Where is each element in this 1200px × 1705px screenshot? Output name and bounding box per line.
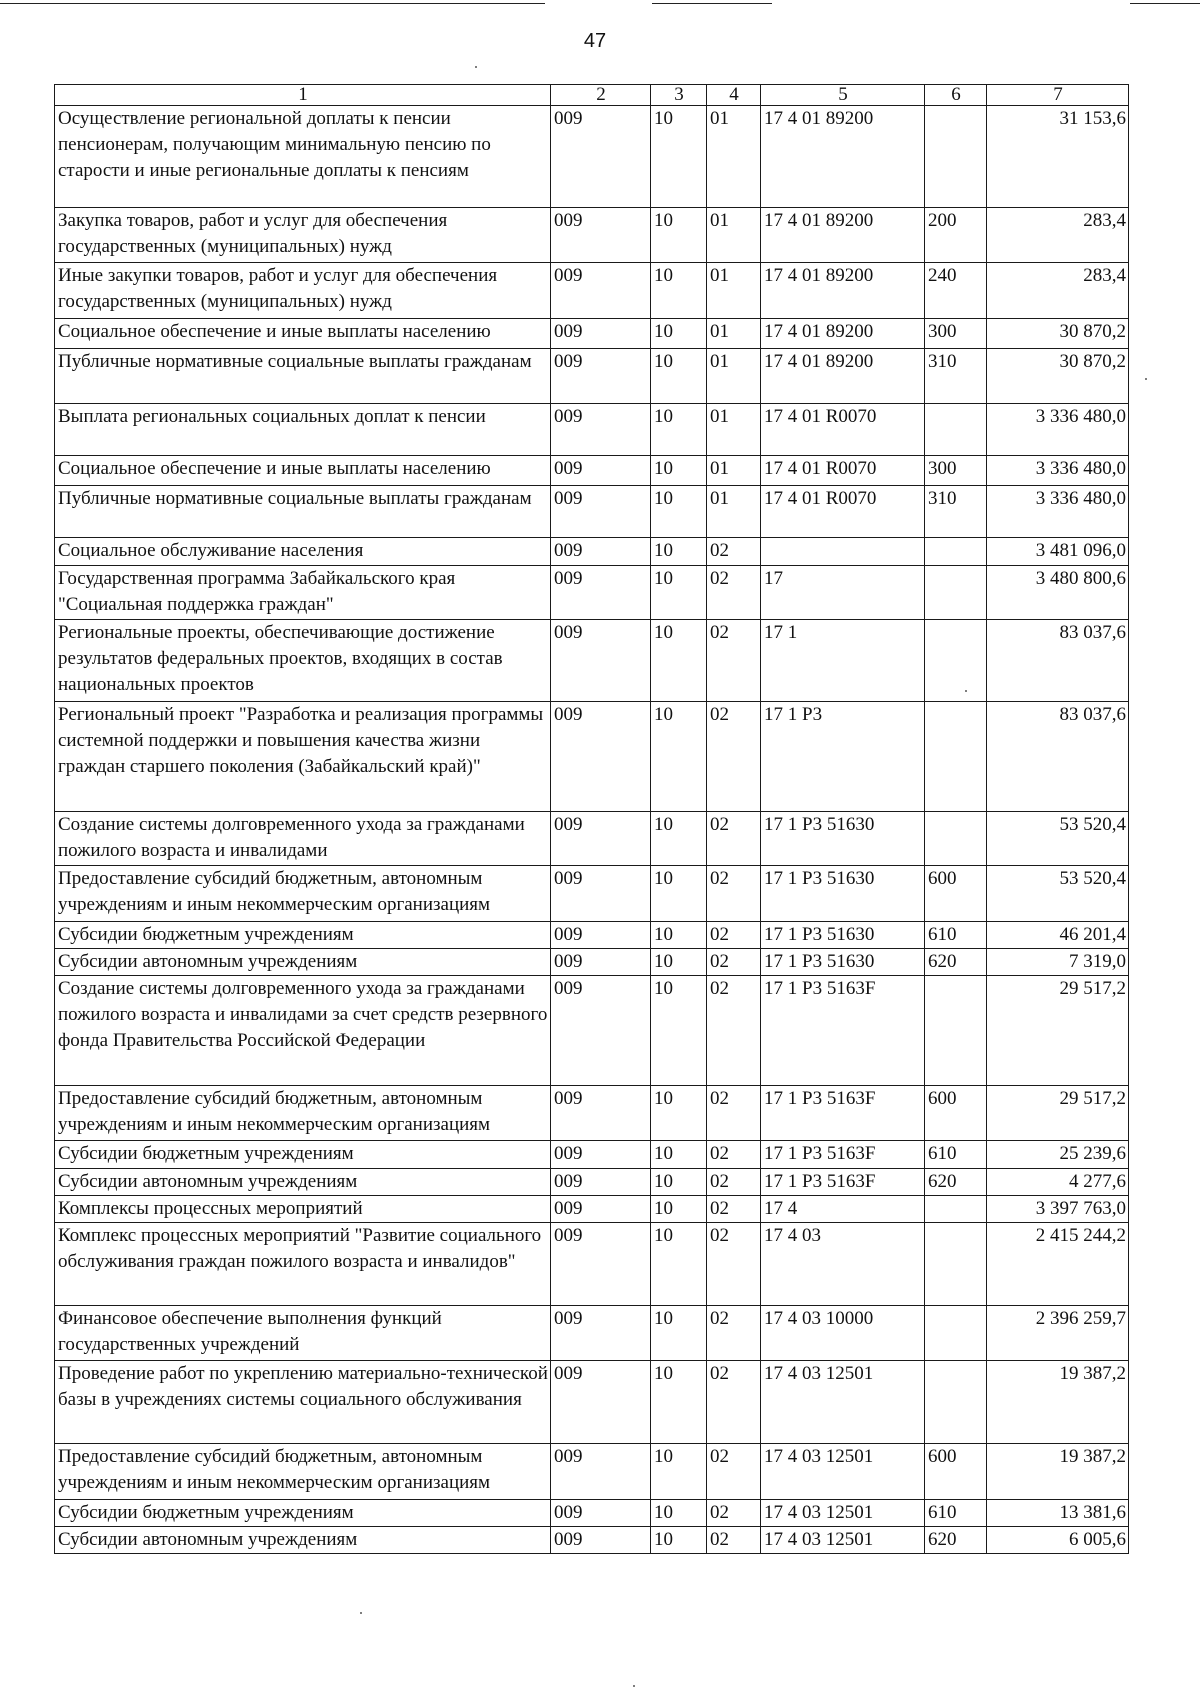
row-name: Субсидии автономным учреждениям — [55, 1169, 551, 1196]
row-expense-type: 610 — [925, 922, 987, 949]
row-name: Субсидии бюджетным учреждениям — [55, 922, 551, 949]
row-name: Публичные нормативные социальные выплаты гражданам — [55, 349, 551, 404]
row-subsection: 02 — [707, 702, 761, 812]
row-expense-type: 620 — [925, 1527, 987, 1554]
row-name: Социальное обеспечение и иные выплаты населению — [55, 456, 551, 486]
row-subsection: 02 — [707, 976, 761, 1086]
row-name: Социальное обслуживание населения — [55, 538, 551, 566]
row-name: Предоставление субсидий бюджетным, автономным учреждениям и иным некоммерческим организациям — [55, 1086, 551, 1141]
row-name: Предоставление субсидий бюджетным, автономным учреждениям и иным некоммерческим организациям — [55, 1444, 551, 1500]
row-grbs: 009 — [551, 1444, 651, 1500]
row-subsection: 01 — [707, 208, 761, 263]
row-amount: 30 870,2 — [987, 319, 1129, 349]
row-amount: 29 517,2 — [987, 1086, 1129, 1141]
row-subsection: 02 — [707, 1500, 761, 1527]
row-target-article: 17 4 03 12501 — [761, 1444, 925, 1500]
row-subsection: 01 — [707, 349, 761, 404]
row-subsection: 02 — [707, 812, 761, 866]
row-expense-type — [925, 566, 987, 620]
table-row — [55, 486, 1129, 538]
row-subsection: 02 — [707, 1086, 761, 1141]
row-expense-type — [925, 702, 987, 812]
row-target-article: 17 4 03 12501 — [761, 1500, 925, 1527]
row-target-article: 17 1 Р3 5163F — [761, 1086, 925, 1141]
row-section: 10 — [651, 486, 707, 538]
row-amount: 2 396 259,7 — [987, 1306, 1129, 1361]
row-amount: 83 037,6 — [987, 702, 1129, 812]
row-target-article: 17 1 Р3 51630 — [761, 812, 925, 866]
row-expense-type — [925, 812, 987, 866]
row-section: 10 — [651, 1444, 707, 1500]
row-name: Региональный проект "Разработка и реализация программы системной поддержки и повышения качества жизни граждан старшего поколения (Забайкальский край)" — [55, 702, 551, 812]
row-amount: 30 870,2 — [987, 349, 1129, 404]
row-section: 10 — [651, 1141, 707, 1169]
row-subsection: 02 — [707, 538, 761, 566]
table-row — [55, 620, 1129, 702]
row-subsection: 01 — [707, 456, 761, 486]
row-subsection: 01 — [707, 106, 761, 208]
row-target-article: 17 4 03 — [761, 1223, 925, 1306]
row-name: Публичные нормативные социальные выплаты гражданам — [55, 486, 551, 538]
table-row — [55, 1306, 1129, 1361]
row-grbs: 009 — [551, 404, 651, 456]
row-section: 10 — [651, 349, 707, 404]
row-amount: 19 387,2 — [987, 1444, 1129, 1500]
row-grbs: 009 — [551, 1361, 651, 1444]
row-amount: 7 319,0 — [987, 949, 1129, 976]
row-amount: 283,4 — [987, 208, 1129, 263]
row-grbs: 009 — [551, 349, 651, 404]
row-expense-type — [925, 620, 987, 702]
row-section: 10 — [651, 976, 707, 1086]
row-expense-type: 610 — [925, 1141, 987, 1169]
row-expense-type — [925, 1361, 987, 1444]
row-amount: 19 387,2 — [987, 1361, 1129, 1444]
table-row — [55, 702, 1129, 812]
row-subsection: 02 — [707, 1444, 761, 1500]
row-section: 10 — [651, 1527, 707, 1554]
row-subsection: 02 — [707, 1196, 761, 1223]
row-name: Предоставление субсидий бюджетным, автономным учреждениям и иным некоммерческим организациям — [55, 866, 551, 922]
row-amount: 53 520,4 — [987, 812, 1129, 866]
row-name: Субсидии автономным учреждениям — [55, 1527, 551, 1554]
row-section: 10 — [651, 1500, 707, 1527]
row-grbs: 009 — [551, 620, 651, 702]
row-section: 10 — [651, 1306, 707, 1361]
row-grbs: 009 — [551, 976, 651, 1086]
header-col-3: 3 — [651, 85, 707, 106]
header-col-4: 4 — [707, 85, 761, 106]
row-target-article: 17 4 03 10000 — [761, 1306, 925, 1361]
table-row — [55, 1527, 1129, 1554]
row-grbs: 009 — [551, 922, 651, 949]
row-target-article: 17 4 01 89200 — [761, 263, 925, 319]
top-border-line-left — [0, 3, 545, 4]
row-section: 10 — [651, 1223, 707, 1306]
row-target-article — [761, 538, 925, 566]
table-row — [55, 566, 1129, 620]
table-row — [55, 1444, 1129, 1500]
row-subsection: 01 — [707, 263, 761, 319]
row-section: 10 — [651, 922, 707, 949]
row-target-article: 17 4 03 12501 — [761, 1361, 925, 1444]
row-name: Субсидии автономным учреждениям — [55, 949, 551, 976]
row-target-article: 17 — [761, 566, 925, 620]
row-grbs: 009 — [551, 812, 651, 866]
row-name: Субсидии бюджетным учреждениям — [55, 1141, 551, 1169]
table-row — [55, 208, 1129, 263]
row-name: Проведение работ по укреплению материально-технической базы в учреждениях системы социального обслуживания — [55, 1361, 551, 1444]
row-amount: 3 336 480,0 — [987, 404, 1129, 456]
row-expense-type: 620 — [925, 1169, 987, 1196]
row-subsection: 01 — [707, 404, 761, 456]
row-grbs: 009 — [551, 1141, 651, 1169]
row-target-article: 17 4 — [761, 1196, 925, 1223]
row-amount: 3 397 763,0 — [987, 1196, 1129, 1223]
row-name: Иные закупки товаров, работ и услуг для обеспечения государственных (муниципальных) нужд — [55, 263, 551, 319]
table-row — [55, 1196, 1129, 1223]
row-amount: 46 201,4 — [987, 922, 1129, 949]
row-section: 10 — [651, 1169, 707, 1196]
row-amount: 3 336 480,0 — [987, 456, 1129, 486]
page-number: 47 — [583, 30, 607, 52]
row-amount: 83 037,6 — [987, 620, 1129, 702]
table-row — [55, 538, 1129, 566]
table-row — [55, 1223, 1129, 1306]
row-name: Финансовое обеспечение выполнения функций государственных учреждений — [55, 1306, 551, 1361]
row-section: 10 — [651, 1196, 707, 1223]
row-subsection: 02 — [707, 866, 761, 922]
row-subsection: 01 — [707, 486, 761, 538]
row-amount: 25 239,6 — [987, 1141, 1129, 1169]
row-target-article: 17 1 Р3 — [761, 702, 925, 812]
row-expense-type: 310 — [925, 349, 987, 404]
row-grbs: 009 — [551, 1086, 651, 1141]
row-name: Выплата региональных социальных доплат к пенсии — [55, 404, 551, 456]
row-target-article: 17 1 Р3 5163F — [761, 1169, 925, 1196]
row-section: 10 — [651, 866, 707, 922]
row-subsection: 02 — [707, 620, 761, 702]
row-target-article: 17 4 01 89200 — [761, 208, 925, 263]
row-name: Комплексы процессных мероприятий — [55, 1196, 551, 1223]
table-row — [55, 1500, 1129, 1527]
top-border-line-right — [1130, 3, 1200, 4]
row-name: Создание системы долговременного ухода за гражданами пожилого возраста и инвалидами — [55, 812, 551, 866]
row-subsection: 02 — [707, 1361, 761, 1444]
header-col-2: 2 — [551, 85, 651, 106]
row-grbs: 009 — [551, 866, 651, 922]
table-row — [55, 1169, 1129, 1196]
header-row — [55, 85, 1129, 106]
table-row — [55, 319, 1129, 349]
row-subsection: 02 — [707, 1169, 761, 1196]
row-section: 10 — [651, 620, 707, 702]
row-amount: 29 517,2 — [987, 976, 1129, 1086]
row-section: 10 — [651, 319, 707, 349]
row-name: Создание системы долговременного ухода за гражданами пожилого возраста и инвалидами за счет средств резервного фонда Правительства Российской Федерации — [55, 976, 551, 1086]
row-name: Комплекс процессных мероприятий "Развитие социального обслуживания граждан пожилого возраста и инвалидов" — [55, 1223, 551, 1306]
row-target-article: 17 4 01 89200 — [761, 319, 925, 349]
scan-speck — [360, 1612, 362, 1614]
row-section: 10 — [651, 456, 707, 486]
row-amount: 31 153,6 — [987, 106, 1129, 208]
budget-table — [54, 84, 1129, 1554]
row-expense-type: 240 — [925, 263, 987, 319]
table-row — [55, 949, 1129, 976]
row-target-article: 17 1 — [761, 620, 925, 702]
row-grbs: 009 — [551, 1500, 651, 1527]
row-amount: 3 336 480,0 — [987, 486, 1129, 538]
row-expense-type — [925, 1306, 987, 1361]
row-section: 10 — [651, 1361, 707, 1444]
row-section: 10 — [651, 702, 707, 812]
row-name: Субсидии бюджетным учреждениям — [55, 1500, 551, 1527]
row-section: 10 — [651, 949, 707, 976]
row-section: 10 — [651, 208, 707, 263]
top-border-line-middle — [652, 3, 772, 4]
row-amount: 6 005,6 — [987, 1527, 1129, 1554]
row-grbs: 009 — [551, 456, 651, 486]
row-section: 10 — [651, 566, 707, 620]
row-grbs: 009 — [551, 208, 651, 263]
row-target-article: 17 4 01 89200 — [761, 106, 925, 208]
row-grbs: 009 — [551, 702, 651, 812]
row-amount: 3 480 800,6 — [987, 566, 1129, 620]
row-subsection: 01 — [707, 319, 761, 349]
scan-speck — [1145, 378, 1147, 380]
table-row — [55, 263, 1129, 319]
table-row — [55, 812, 1129, 866]
row-expense-type — [925, 404, 987, 456]
row-grbs: 009 — [551, 566, 651, 620]
row-subsection: 02 — [707, 1223, 761, 1306]
row-amount: 2 415 244,2 — [987, 1223, 1129, 1306]
row-expense-type — [925, 538, 987, 566]
row-grbs: 009 — [551, 486, 651, 538]
header-col-6: 6 — [925, 85, 987, 106]
row-subsection: 02 — [707, 1141, 761, 1169]
row-target-article: 17 1 Р3 51630 — [761, 949, 925, 976]
row-subsection: 02 — [707, 1306, 761, 1361]
scan-speck — [475, 66, 477, 68]
table-row — [55, 1086, 1129, 1141]
row-subsection: 02 — [707, 566, 761, 620]
table-row — [55, 1141, 1129, 1169]
row-amount: 53 520,4 — [987, 866, 1129, 922]
row-name: Осуществление региональной доплаты к пенсии пенсионерам, получающим минимальную пенсию по старости и иные региональные доплаты к пенсиям — [55, 106, 551, 208]
row-grbs: 009 — [551, 538, 651, 566]
table-row — [55, 106, 1129, 208]
row-grbs: 009 — [551, 1196, 651, 1223]
row-grbs: 009 — [551, 1169, 651, 1196]
row-grbs: 009 — [551, 106, 651, 208]
row-grbs: 009 — [551, 1306, 651, 1361]
row-expense-type: 300 — [925, 319, 987, 349]
row-name: Государственная программа Забайкальского края "Социальная поддержка граждан" — [55, 566, 551, 620]
row-name: Закупка товаров, работ и услуг для обеспечения государственных (муниципальных) нужд — [55, 208, 551, 263]
table-row — [55, 1361, 1129, 1444]
row-grbs: 009 — [551, 263, 651, 319]
header-col-5: 5 — [761, 85, 925, 106]
row-expense-type — [925, 976, 987, 1086]
row-target-article: 17 4 01 R0070 — [761, 486, 925, 538]
row-grbs: 009 — [551, 1223, 651, 1306]
row-expense-type: 610 — [925, 1500, 987, 1527]
row-section: 10 — [651, 263, 707, 319]
row-subsection: 02 — [707, 1527, 761, 1554]
row-expense-type — [925, 1196, 987, 1223]
row-expense-type — [925, 1223, 987, 1306]
row-subsection: 02 — [707, 949, 761, 976]
row-section: 10 — [651, 1086, 707, 1141]
row-grbs: 009 — [551, 949, 651, 976]
row-expense-type: 200 — [925, 208, 987, 263]
row-target-article: 17 4 01 R0070 — [761, 456, 925, 486]
row-name: Социальное обеспечение и иные выплаты населению — [55, 319, 551, 349]
row-section: 10 — [651, 538, 707, 566]
table-row — [55, 976, 1129, 1086]
row-section: 10 — [651, 404, 707, 456]
row-subsection: 02 — [707, 922, 761, 949]
table-row — [55, 404, 1129, 456]
row-expense-type: 310 — [925, 486, 987, 538]
row-section: 10 — [651, 812, 707, 866]
table-row — [55, 922, 1129, 949]
scan-speck — [633, 1685, 635, 1687]
row-target-article: 17 1 Р3 5163F — [761, 976, 925, 1086]
row-amount: 283,4 — [987, 263, 1129, 319]
row-amount: 13 381,6 — [987, 1500, 1129, 1527]
row-expense-type: 300 — [925, 456, 987, 486]
row-target-article: 17 1 Р3 5163F — [761, 1141, 925, 1169]
row-amount: 3 481 096,0 — [987, 538, 1129, 566]
row-expense-type: 600 — [925, 866, 987, 922]
row-grbs: 009 — [551, 1527, 651, 1554]
row-target-article: 17 4 03 12501 — [761, 1527, 925, 1554]
row-expense-type: 600 — [925, 1444, 987, 1500]
row-expense-type — [925, 106, 987, 208]
row-expense-type: 620 — [925, 949, 987, 976]
row-amount: 4 277,6 — [987, 1169, 1129, 1196]
table-row — [55, 349, 1129, 404]
row-name: Региональные проекты, обеспечивающие достижение результатов федеральных проектов, входящих в состав национальных проектов — [55, 620, 551, 702]
table-row — [55, 866, 1129, 922]
row-expense-type: 600 — [925, 1086, 987, 1141]
row-target-article: 17 4 01 R0070 — [761, 404, 925, 456]
header-col-7: 7 — [987, 85, 1129, 106]
row-target-article: 17 4 01 89200 — [761, 349, 925, 404]
header-col-1: 1 — [55, 85, 551, 106]
row-target-article: 17 1 Р3 51630 — [761, 922, 925, 949]
row-section: 10 — [651, 106, 707, 208]
row-target-article: 17 1 Р3 51630 — [761, 866, 925, 922]
row-grbs: 009 — [551, 319, 651, 349]
table-row — [55, 456, 1129, 486]
